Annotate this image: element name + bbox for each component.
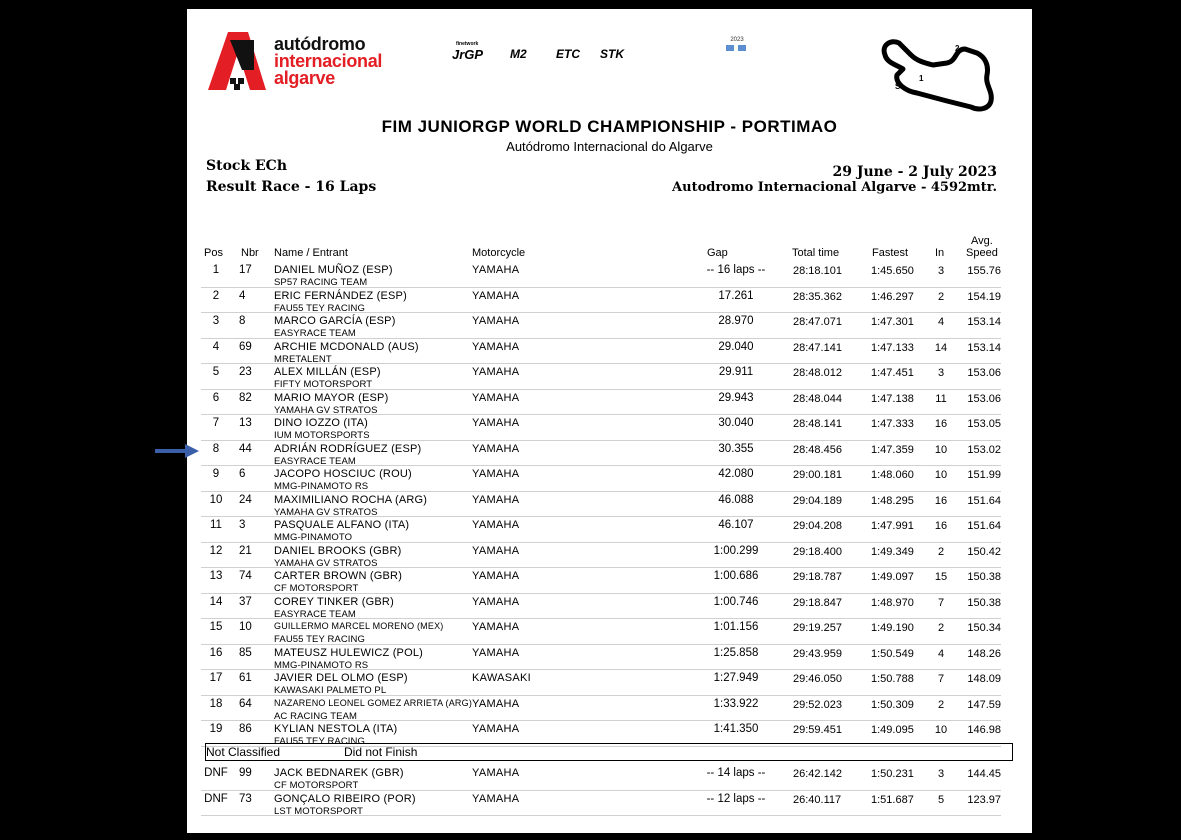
fastest-lap-cell: 1:50.549 xyxy=(871,647,914,660)
in-lap-cell: 14 xyxy=(934,341,948,354)
pos-cell: 13 xyxy=(209,570,223,582)
number-cell: 99 xyxy=(239,767,252,779)
number-cell: 17 xyxy=(239,264,252,276)
team-name: CF MOTORSPORT xyxy=(274,583,359,594)
total-time-cell: 29:46.050 xyxy=(793,673,842,685)
pos-cell: DNF xyxy=(204,792,228,805)
rider-name: GONÇALO RIBEIRO (POR) xyxy=(274,792,416,805)
number-cell: 23 xyxy=(239,366,252,378)
in-lap-cell: 3 xyxy=(937,367,945,379)
rider-name: ARCHIE MCDONALD (AUS) xyxy=(274,340,419,353)
logo-line-1: autódromo xyxy=(274,34,366,54)
total-time-cell: 29:43.959 xyxy=(793,647,842,660)
badge-year: 2023 xyxy=(730,37,744,43)
race-name: Result Race - 16 Laps xyxy=(206,179,377,195)
team-name: MMG-PINAMOTO xyxy=(274,532,353,543)
fastest-lap-cell: 1:48.295 xyxy=(871,494,914,507)
team-name: SP57 RACING TEAM xyxy=(274,277,368,288)
rider-name: NAZARENO LEONEL GOMEZ ARRIETA (ARG) xyxy=(274,697,473,708)
fastest-lap-cell: 1:48.970 xyxy=(871,596,914,609)
fastest-lap-cell: 1:47.359 xyxy=(871,443,914,456)
rider-name: ADRIÁN RODRÍGUEZ (ESP) xyxy=(274,442,422,455)
championship-badge xyxy=(707,37,767,77)
avg-speed-cell: 153.14 xyxy=(967,316,1001,328)
motorcycle-cell: YAMAHA xyxy=(472,646,520,659)
table-row xyxy=(201,567,1001,594)
pos-cell: 17 xyxy=(209,672,223,684)
motorcycle-cell: YAMAHA xyxy=(472,264,520,276)
motorcycle-cell: YAMAHA xyxy=(472,519,520,531)
number-cell: 21 xyxy=(239,544,252,557)
gap-cell: 1:33.922 xyxy=(713,697,759,710)
avg-speed-cell: 153.06 xyxy=(967,392,1001,405)
avg-speed-cell: 150.38 xyxy=(967,596,1001,609)
col-fastest: Fastest xyxy=(872,247,909,259)
pos-cell: 16 xyxy=(209,646,223,659)
col-total: Total time xyxy=(792,247,840,259)
pos-cell: 19 xyxy=(209,723,223,735)
in-lap-cell: 4 xyxy=(937,647,945,660)
total-time-cell: 28:18.101 xyxy=(793,265,842,277)
rider-name: ERIC FERNÁNDEZ (ESP) xyxy=(274,289,407,302)
in-lap-cell: 4 xyxy=(937,316,945,328)
team-name: KAWASAKI PALMETO PL xyxy=(274,685,387,696)
number-cell: 3 xyxy=(239,519,246,531)
motorcycle-cell: YAMAHA xyxy=(472,697,520,710)
pos-cell: 7 xyxy=(212,417,220,429)
pos-cell: 10 xyxy=(209,493,223,506)
pos-cell: 15 xyxy=(209,621,223,633)
col-moto: Motorcycle xyxy=(472,247,526,259)
pos-cell: 14 xyxy=(209,595,223,608)
avg-speed-cell: 155.76 xyxy=(967,265,1001,277)
gap-cell: 1:27.949 xyxy=(713,672,759,684)
in-lap-cell: 2 xyxy=(937,698,945,711)
circuit-info: Autodromo Internacional Algarve - 4592mtr. xyxy=(672,180,997,195)
gap-cell: 28.970 xyxy=(718,315,754,327)
team-name: IUM MOTORSPORTS xyxy=(274,430,370,441)
avg-speed-cell: 151.64 xyxy=(967,520,1001,532)
in-lap-cell: 3 xyxy=(937,768,945,780)
rider-name: KYLIAN NESTOLA (ITA) xyxy=(274,723,398,735)
total-time-cell: 26:42.142 xyxy=(793,768,842,780)
sponsor-stk: STK xyxy=(600,47,624,61)
fastest-lap-cell: 1:51.687 xyxy=(871,793,914,806)
table-row xyxy=(201,516,1001,543)
avg-speed-cell: 123.97 xyxy=(967,793,1001,806)
pos-cell: 6 xyxy=(212,391,220,404)
team-name: MRETALENT xyxy=(274,353,332,365)
gap-cell: 30.355 xyxy=(718,442,754,455)
team-name: YAMAHA GV STRATOS xyxy=(274,506,378,518)
gap-cell: 17.261 xyxy=(718,289,754,302)
col-in: In xyxy=(935,247,945,259)
total-time-cell: 28:47.141 xyxy=(793,341,842,354)
total-time-cell: 29:00.181 xyxy=(793,469,842,481)
fastest-lap-cell: 1:47.133 xyxy=(871,341,914,354)
avg-speed-cell: 146.98 xyxy=(967,724,1001,736)
in-lap-cell: 5 xyxy=(937,793,945,806)
number-cell: 61 xyxy=(239,672,252,684)
gap-cell: 30.040 xyxy=(718,417,754,429)
motorcycle-cell: YAMAHA xyxy=(472,767,520,779)
rider-name: JAVIER DEL OLMO (ESP) xyxy=(274,672,408,684)
number-cell: 8 xyxy=(239,315,246,327)
team-name: MMG-PINAMOTO RS xyxy=(274,659,369,671)
table-row xyxy=(201,287,1001,314)
page-title: FIM JUNIORGP WORLD CHAMPIONSHIP - PORTIMAO xyxy=(381,117,838,136)
number-cell: 74 xyxy=(239,570,252,582)
fastest-lap-cell: 1:47.301 xyxy=(871,316,914,328)
sponsor-jrgp: JrGP xyxy=(452,47,484,62)
pos-cell: DNF xyxy=(204,767,228,779)
sponsor-etc: ETC xyxy=(556,47,580,61)
number-cell: 69 xyxy=(239,340,252,353)
motorcycle-cell: YAMAHA xyxy=(472,493,520,506)
team-name: LST MOTORSPORT xyxy=(274,805,364,817)
rider-name: COREY TINKER (GBR) xyxy=(274,595,394,608)
not-classified-box xyxy=(205,743,1013,761)
pos-cell: 18 xyxy=(209,697,223,710)
avg-speed-cell: 148.09 xyxy=(967,673,1001,685)
sponsor-m2: M2 xyxy=(510,47,527,61)
rider-name: GUILLERMO MARCEL MORENO (MEX) xyxy=(274,621,444,631)
pos-cell: 1 xyxy=(212,264,220,276)
table-header xyxy=(187,237,1032,261)
pos-cell: 4 xyxy=(212,340,220,353)
team-name: EASYRACE TEAM xyxy=(274,328,356,339)
number-cell: 4 xyxy=(239,289,246,302)
badge-icon xyxy=(722,43,752,55)
avg-speed-cell: 150.34 xyxy=(967,622,1001,634)
table-row xyxy=(201,440,1001,467)
table-row xyxy=(201,790,1001,817)
rider-name: JACK BEDNAREK (GBR) xyxy=(274,767,404,779)
avg-speed-cell: 154.19 xyxy=(967,290,1001,303)
in-lap-cell: 10 xyxy=(934,724,948,736)
col-pos: Pos xyxy=(204,247,223,259)
motorcycle-cell: YAMAHA xyxy=(472,417,520,429)
team-name: YAMAHA GV STRATOS xyxy=(274,404,378,416)
fastest-lap-cell: 1:49.097 xyxy=(871,571,914,583)
team-name: FAU55 TEY RACING xyxy=(274,736,366,747)
number-cell: 6 xyxy=(239,468,246,480)
table-row xyxy=(201,669,1001,696)
circuit-logo-text xyxy=(274,36,382,87)
in-lap-cell: 7 xyxy=(937,596,945,609)
number-cell: 37 xyxy=(239,595,252,608)
in-lap-cell: 16 xyxy=(934,418,948,430)
fastest-lap-cell: 1:47.138 xyxy=(871,392,914,405)
in-lap-cell: 3 xyxy=(937,265,945,277)
col-gap: Gap xyxy=(707,247,728,259)
col-avg: Avg. xyxy=(971,235,993,247)
rider-name: DANIEL BROOKS (GBR) xyxy=(274,544,402,557)
motorcycle-cell: YAMAHA xyxy=(472,289,520,302)
gap-cell: 1:00.299 xyxy=(713,544,759,557)
total-time-cell: 29:19.257 xyxy=(793,622,842,634)
in-lap-cell: 11 xyxy=(935,392,947,405)
circuit-logo xyxy=(204,30,394,94)
logo-line-3: algarve xyxy=(274,68,335,88)
motorcycle-cell: YAMAHA xyxy=(472,544,520,557)
in-lap-cell: 2 xyxy=(937,545,945,558)
number-cell: 10 xyxy=(239,621,252,633)
pos-cell: 5 xyxy=(212,366,220,378)
team-name: EASYRACE TEAM xyxy=(274,455,356,467)
fastest-lap-cell: 1:47.451 xyxy=(871,367,914,379)
rider-name: MATEUSZ HULEWICZ (POL) xyxy=(274,646,424,659)
motorcycle-cell: YAMAHA xyxy=(472,570,520,582)
col-nbr: Nbr xyxy=(241,247,259,259)
sponsor-caption: finetwork xyxy=(456,41,479,47)
number-cell: 44 xyxy=(239,442,252,455)
in-lap-cell: 2 xyxy=(937,290,945,303)
col-name: Name / Entrant xyxy=(274,247,348,259)
team-name: FIFTY MOTORSPORT xyxy=(274,379,373,390)
number-cell: 82 xyxy=(239,391,252,404)
did-not-finish-label: Did not Finish xyxy=(344,745,418,759)
total-time-cell: 28:35.362 xyxy=(793,290,842,303)
in-lap-cell: 16 xyxy=(934,520,948,532)
motorcycle-cell: YAMAHA xyxy=(472,391,520,404)
total-time-cell: 29:59.451 xyxy=(793,724,842,736)
motorcycle-cell: YAMAHA xyxy=(472,315,520,327)
class-name: Stock ECh xyxy=(206,158,288,174)
motorcycle-cell: YAMAHA xyxy=(472,595,520,608)
avg-speed-cell: 144.45 xyxy=(967,768,1001,780)
table-row xyxy=(201,695,1001,722)
pos-cell: 9 xyxy=(212,468,220,480)
table-row xyxy=(201,618,1001,645)
table-row xyxy=(201,363,1001,390)
gap-cell: 29.943 xyxy=(718,391,754,404)
gap-cell: 29.911 xyxy=(718,366,754,378)
gap-cell: 42.080 xyxy=(718,468,754,480)
total-time-cell: 26:40.117 xyxy=(793,793,842,806)
track-marker-1: 1 xyxy=(919,74,924,83)
rider-name: ALEX MILLÁN (ESP) xyxy=(274,366,381,378)
pos-cell: 3 xyxy=(212,315,220,327)
gap-cell: 46.107 xyxy=(718,519,754,531)
number-cell: 85 xyxy=(239,646,252,659)
rider-name: MARCO GARCÍA (ESP) xyxy=(274,315,396,327)
in-lap-cell: 7 xyxy=(937,673,945,685)
gap-cell: 1:41.350 xyxy=(713,723,759,735)
gap-cell: -- 12 laps -- xyxy=(706,792,766,805)
track-marker-2: 2 xyxy=(955,44,960,53)
table-row xyxy=(201,465,1001,492)
rider-name: MAXIMILIANO ROCHA (ARG) xyxy=(274,493,428,506)
in-lap-cell: 15 xyxy=(934,571,948,583)
total-time-cell: 28:48.044 xyxy=(793,392,842,405)
gap-cell: 46.088 xyxy=(718,493,754,506)
number-cell: 13 xyxy=(239,417,252,429)
table-row xyxy=(201,593,1001,620)
fastest-lap-cell: 1:50.231 xyxy=(871,768,914,780)
gap-cell: 29.040 xyxy=(718,340,754,353)
avg-speed-cell: 153.05 xyxy=(967,418,1001,430)
total-time-cell: 28:48.012 xyxy=(793,367,842,379)
avg-speed-cell: 150.42 xyxy=(967,545,1001,558)
gap-cell: -- 16 laps -- xyxy=(706,264,766,276)
gap-cell: 1:01.156 xyxy=(713,621,759,633)
table-row xyxy=(201,312,1001,339)
fastest-lap-cell: 1:47.991 xyxy=(871,520,914,532)
pos-cell: 12 xyxy=(209,544,223,557)
rider-name: DANIEL MUÑOZ (ESP) xyxy=(274,264,393,276)
avg-speed-cell: 153.14 xyxy=(967,341,1001,354)
table-row xyxy=(201,338,1001,365)
avg-speed-cell: 151.99 xyxy=(967,469,1001,481)
total-time-cell: 28:48.456 xyxy=(793,443,842,456)
table-row xyxy=(201,261,1001,288)
in-lap-cell: 16 xyxy=(934,494,948,507)
motorcycle-cell: YAMAHA xyxy=(472,366,520,378)
track-map-icon xyxy=(877,35,1002,113)
table-row xyxy=(201,764,1001,791)
table-row xyxy=(201,414,1001,441)
rider-name: PASQUALE ALFANO (ITA) xyxy=(274,519,410,531)
gap-cell: 1:00.746 xyxy=(713,595,759,608)
number-cell: 24 xyxy=(239,493,252,506)
team-name: MMG-PINAMOTO RS xyxy=(274,481,369,492)
team-name: CF MOTORSPORT xyxy=(274,780,359,791)
motorcycle-cell: YAMAHA xyxy=(472,340,520,353)
not-classified-label: Not Classified xyxy=(206,745,281,759)
total-time-cell: 29:18.400 xyxy=(793,545,842,558)
col-speed: Speed xyxy=(966,247,998,259)
total-time-cell: 29:52.023 xyxy=(793,698,842,711)
motorcycle-cell: YAMAHA xyxy=(472,792,520,805)
motorcycle-cell: YAMAHA xyxy=(472,468,520,480)
rider-name: JACOPO HOSCIUC (ROU) xyxy=(274,468,412,480)
rider-name: CARTER BROWN (GBR) xyxy=(274,570,403,582)
number-cell: 73 xyxy=(239,792,252,805)
avg-speed-cell: 150.38 xyxy=(967,571,1001,583)
gap-cell: 1:25.858 xyxy=(713,646,759,659)
fastest-lap-cell: 1:49.095 xyxy=(871,724,914,736)
team-name: EASYRACE TEAM xyxy=(274,608,356,620)
team-name: FAU55 TEY RACING xyxy=(274,634,366,645)
table-row xyxy=(201,542,1001,569)
pos-cell: 8 xyxy=(212,442,220,455)
fastest-lap-cell: 1:46.297 xyxy=(871,290,914,303)
fastest-lap-cell: 1:45.650 xyxy=(871,265,914,277)
pos-cell: 11 xyxy=(210,519,222,531)
page-subtitle: Autódromo Internacional do Algarve xyxy=(506,139,713,154)
in-lap-cell: 10 xyxy=(934,443,948,456)
rider-name: DINO IOZZO (ITA) xyxy=(274,417,369,429)
results-sheet xyxy=(187,9,1032,833)
in-lap-cell: 10 xyxy=(934,469,948,481)
circuit-logo-icon xyxy=(204,30,268,92)
total-time-cell: 28:47.071 xyxy=(793,316,842,328)
avg-speed-cell: 148.26 xyxy=(967,647,1001,660)
motorcycle-cell: KAWASAKI xyxy=(472,672,532,684)
number-cell: 86 xyxy=(239,723,252,735)
total-time-cell: 28:48.141 xyxy=(793,418,842,430)
table-row xyxy=(201,644,1001,671)
team-name: YAMAHA GV STRATOS xyxy=(274,557,378,569)
fastest-lap-cell: 1:50.309 xyxy=(871,698,914,711)
gap-cell: 1:00.686 xyxy=(713,570,759,582)
avg-speed-cell: 153.02 xyxy=(967,443,1001,456)
table-row xyxy=(201,389,1001,416)
gap-cell: -- 14 laps -- xyxy=(706,767,766,779)
logo-line-2: internacional xyxy=(274,51,383,71)
total-time-cell: 29:04.208 xyxy=(793,520,842,532)
highlight-arrow-icon xyxy=(155,444,199,458)
fastest-lap-cell: 1:49.190 xyxy=(871,622,914,634)
pos-cell: 2 xyxy=(212,289,220,302)
table-row xyxy=(201,491,1001,518)
motorcycle-cell: YAMAHA xyxy=(472,621,520,633)
number-cell: 64 xyxy=(239,697,252,710)
avg-speed-cell: 147.59 xyxy=(967,698,1001,711)
avg-speed-cell: 153.06 xyxy=(967,367,1001,379)
fastest-lap-cell: 1:48.060 xyxy=(871,469,914,481)
fastest-lap-cell: 1:50.788 xyxy=(871,673,914,685)
motorcycle-cell: YAMAHA xyxy=(472,442,520,455)
event-dates: 29 June - 2 July 2023 xyxy=(832,164,997,180)
in-lap-cell: 2 xyxy=(937,622,945,634)
team-name: AC RACING TEAM xyxy=(274,710,358,722)
fastest-lap-cell: 1:49.349 xyxy=(871,545,914,558)
sponsor-logos xyxy=(442,41,642,67)
total-time-cell: 29:18.787 xyxy=(793,571,842,583)
motorcycle-cell: YAMAHA xyxy=(472,723,520,735)
rider-name: MARIO MAYOR (ESP) xyxy=(274,391,389,404)
avg-speed-cell: 151.64 xyxy=(967,494,1001,507)
track-marker-start: S xyxy=(895,82,901,91)
total-time-cell: 29:18.847 xyxy=(793,596,842,609)
total-time-cell: 29:04.189 xyxy=(793,494,842,507)
team-name: FAU55 TEY RACING xyxy=(274,302,366,314)
fastest-lap-cell: 1:47.333 xyxy=(871,418,914,430)
